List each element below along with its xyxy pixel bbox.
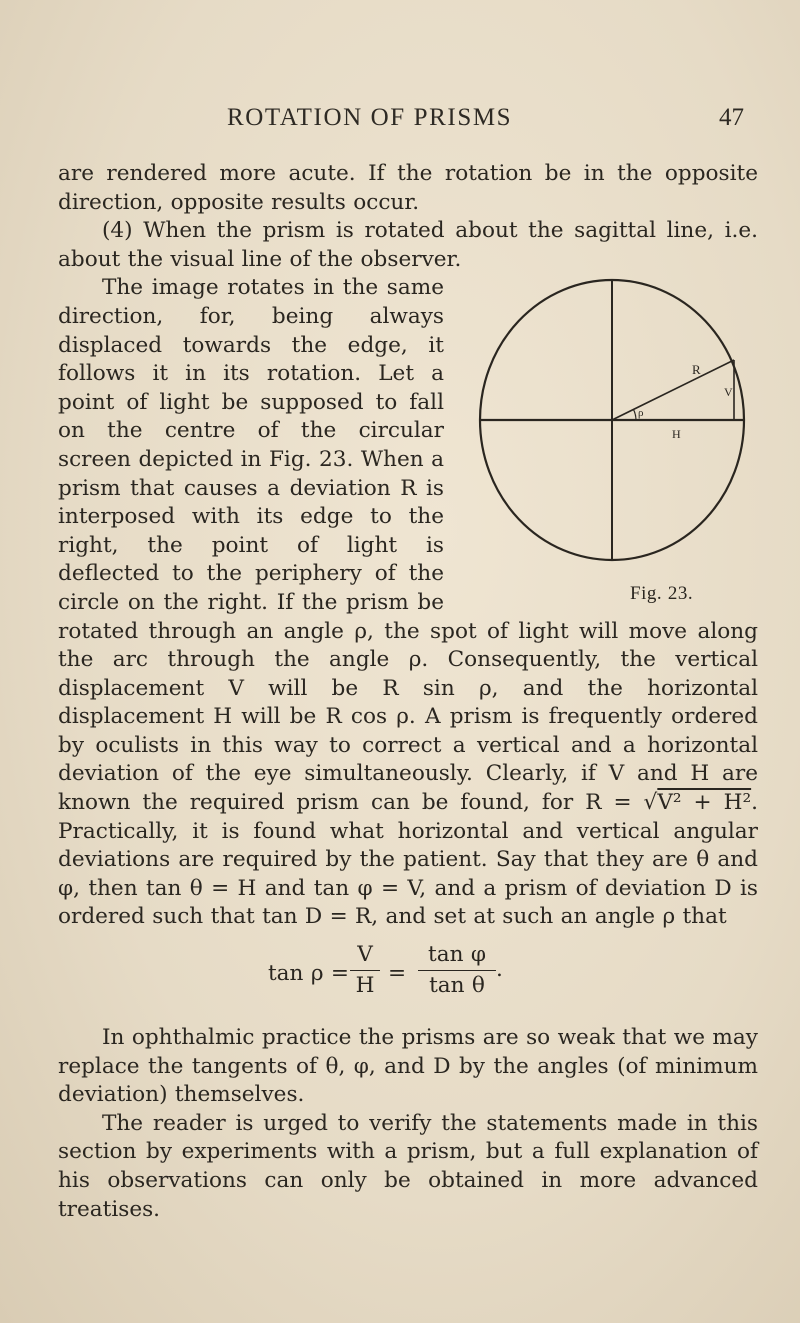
paragraph-3-text-b: . Practically, it is found what horizontal and vertical angular deviations are required by the patient. Say that they are θ and φ, then tan θ = H and tan φ = V, and a prism of deviation D is ordered such that tan D = R, and set at such an angle ρ that bbox=[58, 790, 758, 930]
figure-caption: Fig. 23. bbox=[630, 583, 694, 605]
label-h: H bbox=[672, 427, 681, 442]
paragraph-1: are rendered more acute. If the rotation be in the opposite direction, opposite results occur. bbox=[58, 161, 758, 215]
page-number: 47 bbox=[719, 104, 744, 131]
formula-lhs: tan ρ = bbox=[268, 961, 349, 987]
formula-equals: = bbox=[388, 961, 407, 987]
page-header bbox=[0, 104, 800, 134]
paragraph-4: In ophthalmic practice the prisms are so weak that we may replace the tangents of θ, φ, and D by the angles (of minimum deviation) themselves. bbox=[58, 1025, 758, 1108]
running-head: ROTATION OF PRISMS bbox=[227, 104, 513, 131]
angle-arc bbox=[634, 410, 637, 421]
label-rho: ρ bbox=[638, 407, 644, 420]
fraction-1-numerator: V bbox=[357, 942, 373, 968]
fraction-1-denominator: H bbox=[355, 973, 375, 999]
fraction-1-bar bbox=[350, 970, 380, 971]
paragraph-5: The reader is urged to verify the statements made in this section by experiments with a prism, but a full explanation of his observations can only be obtained in more advanced treatises. bbox=[58, 1110, 758, 1222]
fraction-2-numerator: tan φ bbox=[428, 942, 486, 968]
circular-screen-diagram bbox=[458, 274, 776, 604]
paragraph-3 bbox=[58, 274, 758, 932]
paragraph-2: (4) When the prism is rotated about the sagittal line, i.e. about the visual line of the observer. bbox=[58, 218, 758, 272]
radicand: V² + H² bbox=[657, 790, 752, 816]
paragraph-3-text-a: The image rotates in the same direction, for, being always displaced towards the edge, it follows it in its rotation. Let a point of light be supposed to fall on the centre of the circular screen depicted in Fig. 23. When a prism that causes a deviation R is interposed with its edge to the right, the point of light is deflected to the periphery of the circle on the right. If the prism be rotated through an angle ρ, the spot of light will move along the arc through the angle ρ. Consequently, the vertical displacement V will be R sin ρ, and the horizontal displacement H will be R cos ρ. A prism is frequently ordered by oculists in this way to correct a vertical and a horizontal deviation of the eye simultaneously. Clearly, if V and H are known the required prism can be found, for R = √ bbox=[58, 275, 758, 816]
formula-period: . bbox=[496, 957, 503, 983]
deviation-r-line bbox=[612, 360, 734, 420]
formula bbox=[58, 936, 758, 1012]
fraction-tan-phi-over-tan-theta bbox=[418, 942, 496, 999]
label-r: R bbox=[692, 362, 701, 378]
fraction-2-denominator: tan θ bbox=[429, 973, 485, 999]
fraction-v-over-h bbox=[350, 942, 380, 999]
figure-23 bbox=[458, 274, 776, 604]
fraction-2-bar bbox=[418, 970, 496, 971]
body-text bbox=[58, 160, 758, 1224]
label-v: V bbox=[724, 385, 733, 400]
